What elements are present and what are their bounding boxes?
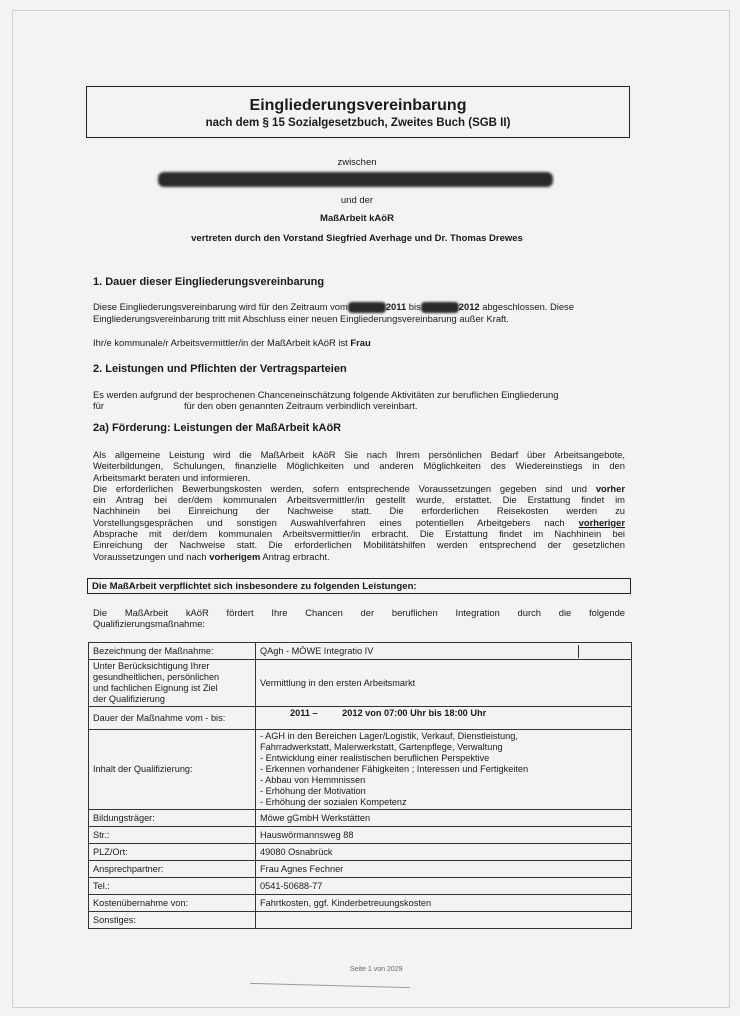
row-value: 0541-50688-77 <box>256 878 632 895</box>
sec1-text-a: Diese Eingliederungsvereinbarung wird für den Zeitraum vom <box>93 301 348 312</box>
table-row <box>89 643 632 660</box>
sec2a-line9: Einreichung der Nachweise statt. Die erforderlichen Mobilitätshilfen werden entsprechend der gesetzlichen <box>93 539 625 551</box>
goal-label-3: und fachlichen Eignung ist Ziel <box>93 683 218 693</box>
sec2a-vorheriger: vorheriger <box>578 516 625 528</box>
table-row <box>89 660 632 707</box>
sec2a-line4-text: Die erforderlichen Bewerbungskosten werden, sofern entsprechende Voraussetzungen gegeben sind und <box>93 482 587 494</box>
row-value: Frau Agnes Fechner <box>256 861 632 878</box>
document-title: Eingliederungsvereinbarung <box>249 97 467 114</box>
redacted-date-1 <box>348 302 386 313</box>
row-value <box>256 730 632 810</box>
org-name: MaßArbeit kAöR <box>320 213 394 224</box>
sec1-bis: bis <box>408 301 421 312</box>
row-label: Dauer der Maßnahme vom - bis: <box>89 707 256 730</box>
row-value <box>256 707 632 730</box>
table-row <box>89 912 632 929</box>
row-value: Hauswörmannsweg 88 <box>256 827 632 844</box>
table-row <box>89 844 632 861</box>
sec2a-vorherigem: vorherigem <box>209 550 261 562</box>
table-row <box>89 810 632 827</box>
row-label: Bildungsträger: <box>89 810 256 827</box>
section-1-paragraph <box>93 301 625 324</box>
page-footer: Seite 1 von 2029 <box>350 966 403 973</box>
table-row <box>89 730 632 810</box>
obligations-line2: Qualifizierungsmaßnahme: <box>93 618 206 630</box>
goal-label-1: Unter Berücksichtigung Ihrer <box>93 661 210 671</box>
table-row <box>89 827 632 844</box>
row-label <box>89 660 256 707</box>
sec2a-line3: Arbeitsmarkt beraten und informieren. <box>93 471 251 483</box>
section-1-heading: 1. Dauer dieser Eingliederungsvereinbarung <box>93 276 325 288</box>
row-value: 49080 Osnabrück <box>256 844 632 861</box>
title-box <box>86 86 630 138</box>
table-row <box>89 895 632 912</box>
section-2-paragraph <box>93 389 625 412</box>
table-row <box>89 861 632 878</box>
row-value <box>256 912 632 929</box>
represented-by: vertreten durch den Vorstand Siegfried Averhage und Dr. Thomas Drewes <box>191 233 523 244</box>
content-item: - Abbau von Hemmnissen <box>260 775 366 785</box>
row-label: Bezeichnung der Maßnahme: <box>89 643 256 660</box>
sec2-line1: Es werden aufgrund der besprochenen Chanceneinschätzung folgende Aktivitäten zur beruflichen Eingliederung <box>93 389 559 400</box>
sec2-rest: für den oben genannten Zeitraum verbindlich vereinbart. <box>183 400 418 412</box>
sec2a-line6: Nachhinein bei Einreichung der Nachweise statt. Die erforderlichen Reisekosten werden zu <box>93 505 625 517</box>
document-subtitle: nach dem § 15 Sozialgesetzbuch, Zweites Buch (SGB II) <box>205 117 511 129</box>
sec2a-line10-c: Antrag erbracht. <box>262 550 330 562</box>
and-label: und der <box>340 195 374 206</box>
sec2a-line10 <box>93 551 625 562</box>
row-value <box>256 643 632 660</box>
sec2-line2 <box>93 400 625 411</box>
empty-cell <box>578 645 631 658</box>
sec2a-line5: ein Antrag bei der/dem kommunalen Arbeitsvermittler/in gestellt wurde, erstattet. Die Erstattung findet im <box>93 494 625 506</box>
section-1-advisor <box>93 337 625 348</box>
content-item: - Erkennen vorhandener Fähigkeiten ; Interessen und Fertigkeiten <box>260 764 529 774</box>
row-label: PLZ/Ort: <box>89 844 256 861</box>
content-item: - Erhöhung der Motivation <box>260 786 366 796</box>
goal-label-2: gesundheitlichen, persönlichen <box>93 672 220 682</box>
table-row <box>89 707 632 730</box>
row-value: Vermittlung in den ersten Arbeitsmarkt <box>256 660 632 707</box>
sec2a-line7 <box>93 517 625 528</box>
content-item: - Entwicklung einer realistischen beruflichen Perspektive <box>260 753 490 763</box>
sec1-year1: 2011 <box>385 301 407 312</box>
row-label: Inhalt der Qualifizierung: <box>89 730 256 810</box>
sec1-year2: 2012 <box>458 301 480 312</box>
sec1-line1 <box>93 301 625 313</box>
duration-end: 2012 von 07:00 Uhr bis 18:00 Uhr <box>342 708 487 718</box>
row-value: Fahrtkosten, ggf. Kinderbetreuungskosten <box>256 895 632 912</box>
obligations-line1: Die MaßArbeit kAöR fördert Ihre Chancen der beruflichen Integration durch die folgende <box>93 607 625 618</box>
sec2a-line1: Als allgemeine Leistung wird die MaßArbeit kAöR Sie nach Ihrem persönlichen Bedarf über Arbeitsangebote, <box>93 449 625 460</box>
row-label: Kostenübernahme von: <box>89 895 256 912</box>
sec1-line2: Eingliederungsvereinbarung tritt mit Abschluss einer neuen Eingliederungsvereinbarung außer Kraft. <box>93 313 509 325</box>
content-item: - Erhöhung der sozialen Kompetenz <box>260 797 407 807</box>
row-value: Möwe gGmbH Werkstätten <box>256 810 632 827</box>
advisor-text: Ihr/e kommunale/r Arbeitsvermittler/in der MaßArbeit kAöR ist <box>93 337 348 348</box>
sec1-text-b: abgeschlossen. Diese <box>482 301 574 312</box>
sec2a-vorher: vorher <box>595 482 626 494</box>
sec2a-line4 <box>93 483 625 494</box>
row-label: Sonstiges: <box>89 912 256 929</box>
redacted-date-2 <box>421 302 459 313</box>
duration-start: 2011 – <box>290 708 318 718</box>
qualification-table <box>88 642 632 929</box>
section-2a-heading: 2a) Förderung: Leistungen der MaßArbeit kAöR <box>93 422 342 434</box>
row-label: Str.: <box>89 827 256 844</box>
content-item: - AGH in den Bereichen Lager/Logistik, Verkauf, Dienstleistung, <box>260 731 518 741</box>
measure-name: QAgh - MÖWE Integratio IV <box>260 645 374 656</box>
table-row <box>89 878 632 895</box>
section-2a-paragraph <box>93 449 625 562</box>
goal-label-4: der Qualifizierung <box>93 694 166 704</box>
sec2-fuer: für <box>93 400 104 412</box>
row-label: Tel.: <box>89 878 256 895</box>
sec2a-line8: Absprache mit der/dem kommunalen Arbeitsvermittler/in erbracht. Die Erstattung findet im Nachhinein bei <box>93 528 625 540</box>
section-2-heading: 2. Leistungen und Pflichten der Vertragsparteien <box>93 363 347 375</box>
sec2a-line10-a: Voraussetzungen und nach <box>93 550 207 562</box>
sec2a-line7-text: Vorstellungsgesprächen und sonstigen Auswahlverfahren eines potentiellen Arbeitgebers nach <box>93 516 565 528</box>
sec2a-line2: Weiterbildungen, Schulungen, finanzielle Möglichkeiten und anderen Möglichkeiten des Wiedereinstiegs in den <box>93 460 625 472</box>
redacted-name <box>158 172 553 187</box>
content-item: Fahrradwerkstatt, Malerwerkstatt, Gartenpflege, Verwaltung <box>260 742 503 752</box>
obligations-paragraph <box>93 607 625 630</box>
between-label: zwischen <box>337 157 377 168</box>
obligations-box: Die MaßArbeit verpflichtet sich insbesondere zu folgenden Leistungen: <box>87 578 631 594</box>
advisor-name: Frau <box>350 337 371 348</box>
row-label: Ansprechpartner: <box>89 861 256 878</box>
